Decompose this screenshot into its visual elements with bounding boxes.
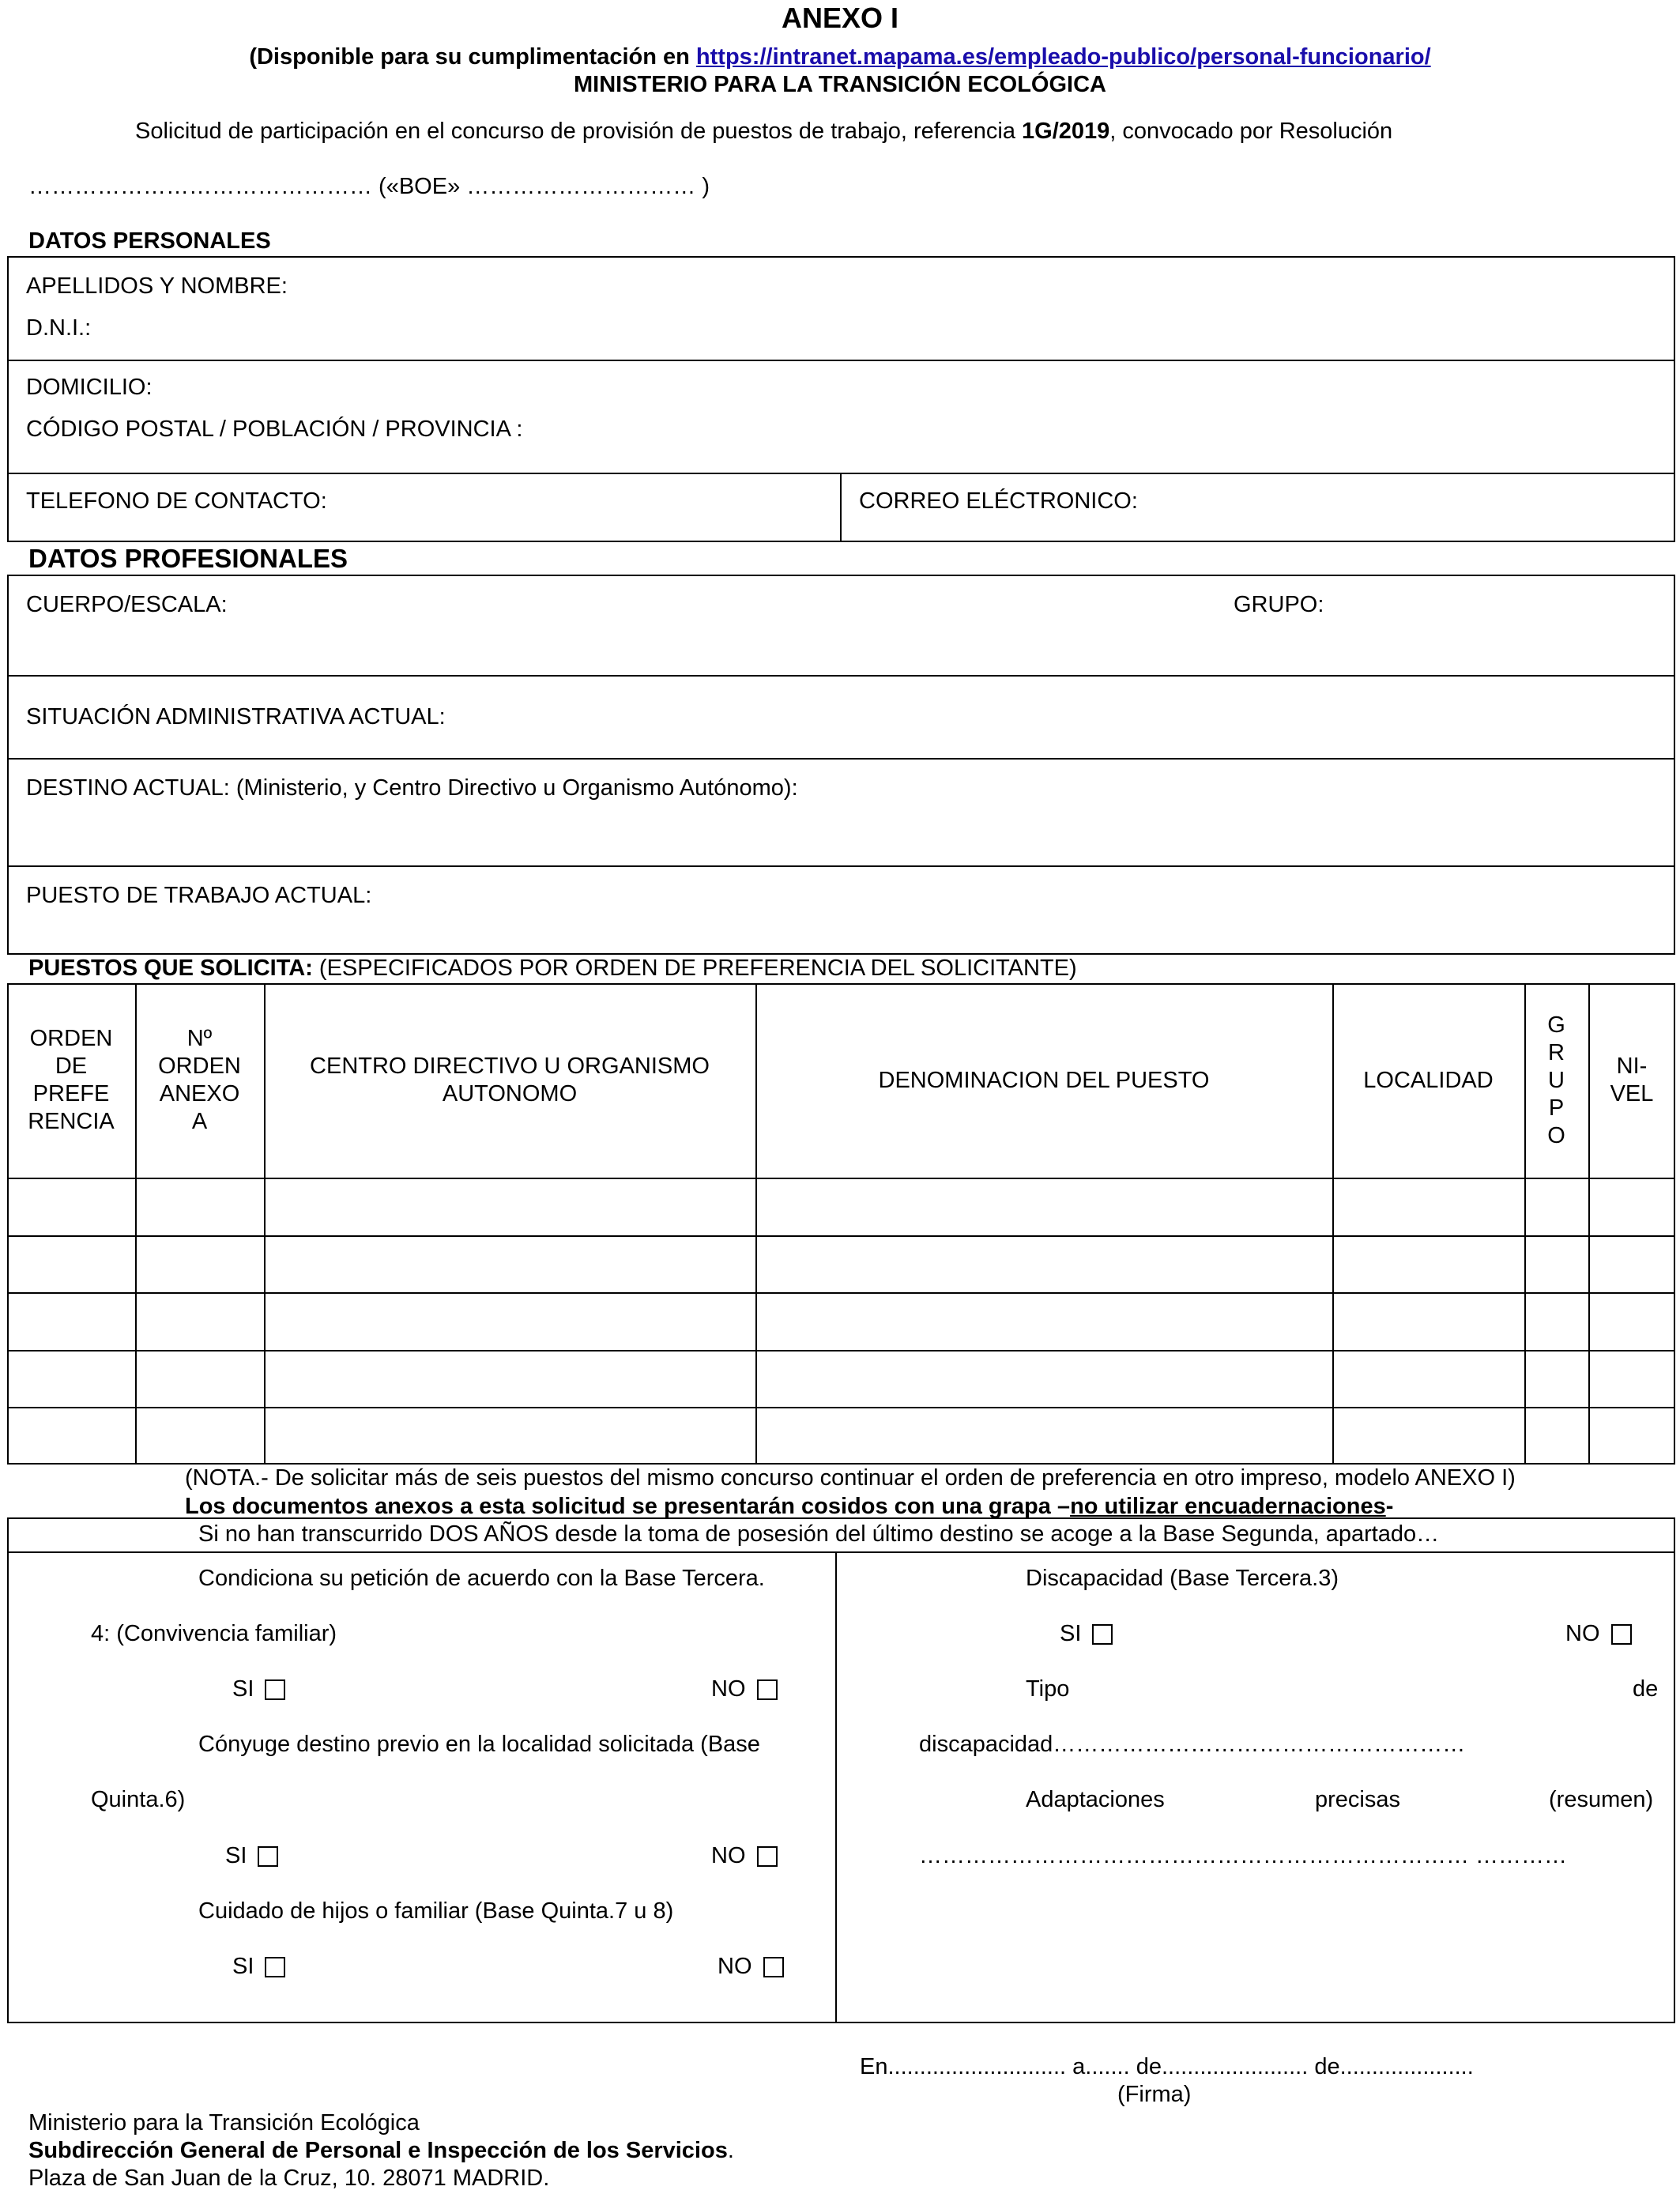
care-condition-line: Cuidado de hijos o familiar (Base Quinta.7 u 8) <box>198 1898 674 1924</box>
intranet-link[interactable]: https://intranet.mapama.es/empleado-publico/personal-funcionario/ <box>695 44 1431 70</box>
table-cell[interactable] <box>757 1237 1331 1291</box>
disability-no-checkbox[interactable] <box>1611 1624 1632 1645</box>
documents-note <box>185 1494 1393 1520</box>
footer-subdirection <box>28 2138 734 2164</box>
table-cell[interactable] <box>9 1294 134 1348</box>
footer-subdirection-name: Subdirección General de Personal e Inspección de los Servicios <box>28 2138 728 2163</box>
table-cell[interactable] <box>9 1351 134 1406</box>
documents-note-prefix: Los documentos anexos a esta solicitud se presentarán cosidos con una grapa – <box>185 1494 1071 1519</box>
adaptations-field[interactable]: ……………………………………………………………… ………… <box>919 1843 1568 1868</box>
table-cell[interactable] <box>1526 1351 1587 1406</box>
documents-note-suffix: - <box>1385 1494 1394 1519</box>
table-cell[interactable] <box>137 1408 262 1463</box>
table-cell[interactable] <box>1334 1408 1523 1463</box>
divider <box>835 1551 837 2023</box>
divider <box>840 473 842 542</box>
family-yes-checkbox[interactable] <box>265 1679 285 1700</box>
disability-type-word2: de <box>1633 1676 1659 1702</box>
positions-note: (NOTA.- De solicitar más de seis puestos del mismo concurso continuar el orden de preferencia en otro impreso, modelo ANEXO I) <box>185 1465 1516 1491</box>
table-cell[interactable] <box>1526 1237 1587 1291</box>
no-label: NO <box>1565 1621 1600 1646</box>
family-no-checkbox[interactable] <box>757 1679 778 1700</box>
availability-line <box>0 44 1680 70</box>
table-cell[interactable] <box>1590 1179 1674 1234</box>
conditions-box <box>7 1517 1675 2023</box>
table-cell[interactable] <box>1334 1351 1523 1406</box>
disability-type-word1: Tipo <box>1026 1676 1070 1702</box>
intro-text <box>135 119 1392 145</box>
divider <box>7 675 1675 677</box>
table-cell[interactable] <box>9 1408 134 1463</box>
boe-line[interactable]: ……………………………………… («BOE» ………………………… ) <box>28 174 710 199</box>
disability-yes-option[interactable] <box>1060 1621 1113 1647</box>
table-cell[interactable] <box>1334 1237 1523 1291</box>
phone-field[interactable]: TELEFONO DE CONTACTO: <box>26 488 327 514</box>
divider <box>7 758 1675 760</box>
table-column-header: NI- VEL <box>1610 1054 1654 1106</box>
table-column-header: G R U P O <box>1547 1012 1565 1148</box>
spouse-condition-line1: Cónyuge destino previo en la localidad solicitada (Base <box>198 1732 760 1757</box>
table-cell[interactable] <box>1590 1294 1674 1348</box>
intro-suffix: , convocado por Resolución <box>1109 119 1393 144</box>
spouse-yes-option[interactable] <box>225 1843 278 1869</box>
table-cell[interactable] <box>1590 1237 1674 1291</box>
name-field[interactable]: APELLIDOS Y NOMBRE: <box>26 273 288 299</box>
spouse-yes-checkbox[interactable] <box>258 1846 278 1867</box>
disability-no-option[interactable] <box>1565 1621 1632 1647</box>
table-cell[interactable] <box>757 1179 1331 1234</box>
no-label: NO <box>711 1676 746 1702</box>
professional-heading: DATOS PROFESIONALES <box>28 544 348 573</box>
address-field[interactable]: DOMICILIO: <box>26 375 153 400</box>
family-yes-option[interactable] <box>232 1676 285 1702</box>
spouse-condition-line2: Quinta.6) <box>91 1787 186 1812</box>
table-cell[interactable] <box>137 1351 262 1406</box>
table-cell[interactable] <box>757 1408 1331 1463</box>
no-label: NO <box>711 1843 746 1868</box>
table-column-header: LOCALIDAD <box>1363 1067 1494 1093</box>
intro-reference: 1G/2019 <box>1022 119 1110 144</box>
table-cell[interactable] <box>137 1237 262 1291</box>
care-no-option[interactable] <box>718 1954 784 1980</box>
spouse-no-option[interactable] <box>711 1843 778 1869</box>
yes-label: SI <box>225 1843 247 1868</box>
table-column-header: ORDEN DE PREFE RENCIA <box>28 1026 115 1134</box>
table-cell[interactable] <box>137 1294 262 1348</box>
body-scale-field[interactable]: CUERPO/ESCALA: <box>26 592 228 617</box>
disability-yes-checkbox[interactable] <box>1092 1624 1113 1645</box>
yes-label: SI <box>232 1676 254 1702</box>
table-cell[interactable] <box>1526 1294 1587 1348</box>
postal-field[interactable]: CÓDIGO POSTAL / POBLACIÓN / PROVINCIA : <box>26 417 523 442</box>
table-cell[interactable] <box>137 1179 262 1234</box>
table-cell[interactable] <box>1334 1294 1523 1348</box>
admin-situation-field[interactable]: SITUACIÓN ADMINISTRATIVA ACTUAL: <box>26 704 446 729</box>
table-cell[interactable] <box>9 1179 134 1234</box>
ministry-name: MINISTERIO PARA LA TRANSICIÓN ECOLÓGICA <box>574 72 1106 97</box>
positions-heading <box>28 956 1077 982</box>
divider <box>7 1551 1675 1553</box>
table-cell[interactable] <box>266 1408 754 1463</box>
footer-subdirection-suffix: . <box>727 2138 734 2163</box>
table-cell[interactable] <box>266 1351 754 1406</box>
care-yes-checkbox[interactable] <box>265 1957 285 1977</box>
yes-label: SI <box>1060 1621 1082 1646</box>
adaptations-word3: (resumen) <box>1549 1787 1654 1812</box>
table-cell[interactable] <box>266 1179 754 1234</box>
care-yes-option[interactable] <box>232 1954 285 1980</box>
spouse-no-checkbox[interactable] <box>757 1846 778 1867</box>
care-no-checkbox[interactable] <box>763 1957 784 1977</box>
divider <box>7 360 1675 361</box>
group-field[interactable]: GRUPO: <box>1234 592 1324 617</box>
current-position-field[interactable]: PUESTO DE TRABAJO ACTUAL: <box>26 883 372 908</box>
footer-ministry: Ministerio para la Transición Ecológica <box>28 2110 420 2136</box>
yes-label: SI <box>232 1954 254 1979</box>
dni-field[interactable]: D.N.I.: <box>26 315 92 341</box>
table-cell[interactable] <box>757 1351 1331 1406</box>
family-condition-line2: 4: (Convivencia familiar) <box>91 1621 337 1646</box>
documents-note-underlined: no utilizar encuadernaciones <box>1070 1494 1386 1519</box>
family-condition-line1: Condiciona su petición de acuerdo con la Base Tercera. <box>198 1566 765 1591</box>
table-column-header: DENOMINACION DEL PUESTO <box>878 1067 1210 1093</box>
availability-prefix: (Disponible para su cumplimentación en <box>249 44 696 70</box>
signature-label: (Firma) <box>1117 2082 1192 2107</box>
email-field[interactable]: CORREO ELÉCTRONICO: <box>859 488 1138 514</box>
intro-prefix: Solicitud de participación en el concurso de provisión de puestos de trabajo, referencia <box>135 119 1023 144</box>
disability-title: Discapacidad (Base Tercera.3) <box>1026 1566 1339 1591</box>
divider <box>7 865 1675 867</box>
family-no-option[interactable] <box>711 1676 778 1702</box>
positions-heading-bold: PUESTOS QUE SOLICITA: <box>28 956 313 981</box>
table-cell[interactable] <box>1590 1351 1674 1406</box>
table-cell[interactable] <box>1526 1408 1587 1463</box>
disability-type-field[interactable]: discapacidad……………………………………………… <box>919 1732 1466 1757</box>
table-cell[interactable] <box>9 1237 134 1291</box>
adaptations-word1: Adaptaciones <box>1026 1787 1165 1812</box>
two-years-note: Si no han transcurrido DOS AÑOS desde la toma de posesión del último destino se acoge a la Base Segunda, apartado… <box>198 1521 1440 1547</box>
table-cell[interactable] <box>757 1294 1331 1348</box>
current-destination-field[interactable]: DESTINO ACTUAL: (Ministerio, y Centro Directivo u Organismo Autónomo): <box>26 775 798 801</box>
positions-heading-rest: (ESPECIFICADOS POR ORDEN DE PREFERENCIA DEL SOLICITANTE) <box>312 956 1077 981</box>
date-place-line[interactable]: En............................ a....... de....................... de..................... <box>860 2054 1474 2079</box>
table-cell[interactable] <box>266 1237 754 1291</box>
footer-address: Plaza de San Juan de la Cruz, 10. 28071 MADRID. <box>28 2166 550 2191</box>
adaptations-word2: precisas <box>1315 1787 1400 1812</box>
table-cell[interactable] <box>1590 1408 1674 1463</box>
table-cell[interactable] <box>1526 1179 1587 1234</box>
page-title: ANEXO I <box>781 2 899 34</box>
table-cell[interactable] <box>1334 1179 1523 1234</box>
table-column-header: Nº ORDEN ANEXO A <box>158 1026 241 1134</box>
table-column-header: CENTRO DIRECTIVO U ORGANISMO AUTONOMO <box>310 1054 710 1106</box>
personal-heading: DATOS PERSONALES <box>28 228 271 254</box>
table-cell[interactable] <box>266 1294 754 1348</box>
no-label: NO <box>718 1954 752 1979</box>
